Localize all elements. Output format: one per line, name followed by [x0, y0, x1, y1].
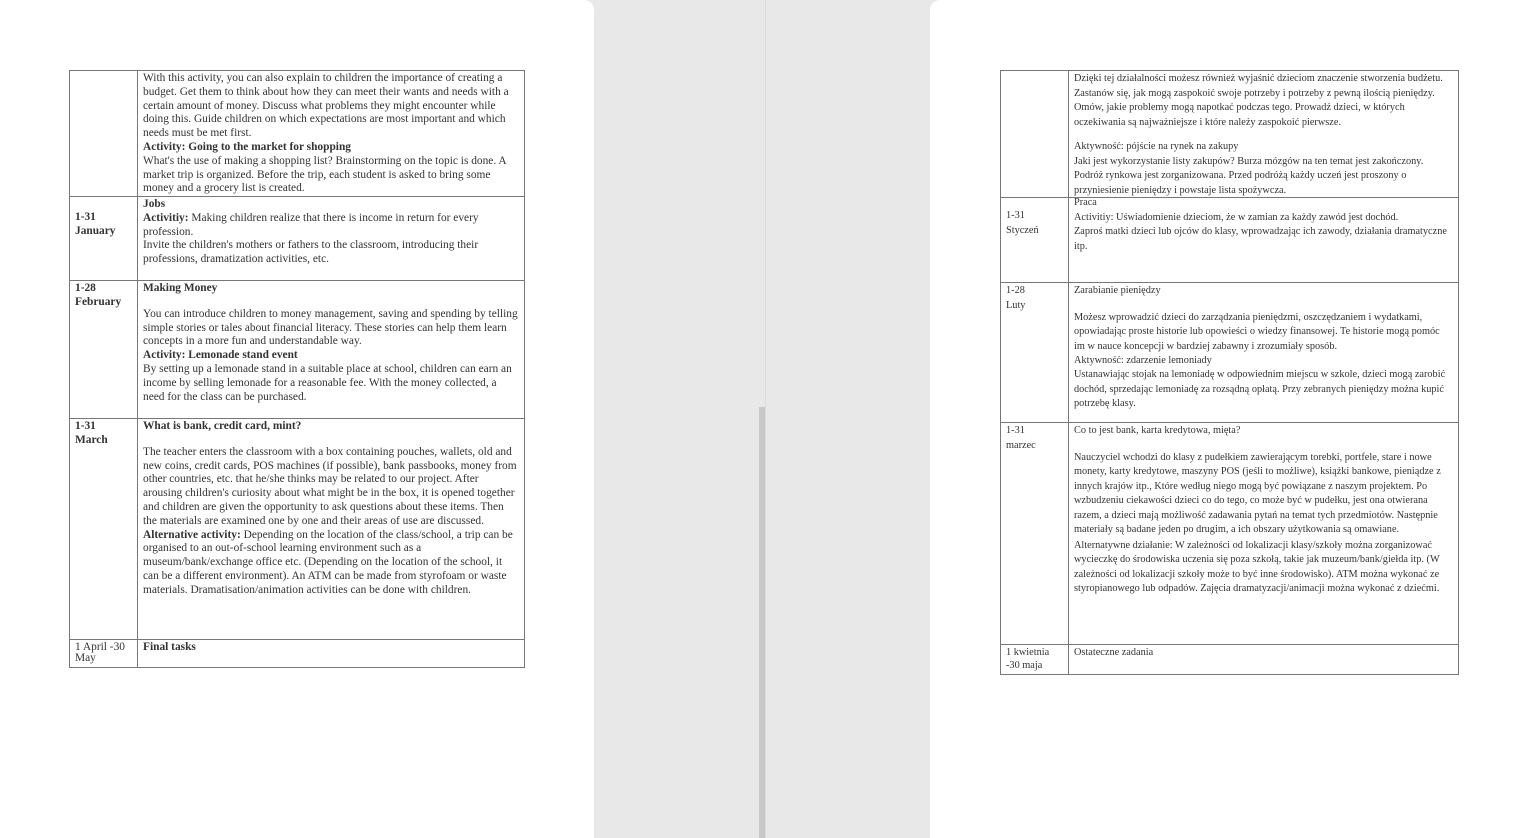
- body-text: Zaproś matki dzieci lub ojców do klasy, wprowadzając ich zawody, działania dramatyczne itp.: [1074, 226, 1447, 252]
- body-text: Możesz wprowadzić dzieci do zarządzania pieniędzmi, oszczędzaniem i wydatkami, opowiadając proste historie lub opowieści o wiedzy finansowej. Te historie mogą pomóc im w nauce koncepcji w bardziej zabawny i zrozumiały sposób.: [1074, 311, 1440, 352]
- table-row: [70, 419, 525, 640]
- activity-text: What's the use of making a shopping list? Brainstorming on the topic is done. A market trip is organized. Before the trip, each student is asked to bring some money and a grocery list is created.: [143, 154, 507, 195]
- date-cell: [70, 419, 138, 640]
- translated-schedule-table: [1000, 70, 1459, 675]
- table-row: [70, 197, 525, 281]
- table-row: [70, 281, 525, 419]
- date-cell: [1001, 423, 1069, 645]
- month-label: January: [75, 224, 116, 237]
- date-range: 1-28: [75, 282, 96, 294]
- table-row: [1001, 423, 1459, 645]
- intro-text: With this activity, you can also explain to children the importance of creating a budget. Get them to think about how they can meet their wants and needs with a certain amount of money. Discuss what problems they might encounter while doing this. Guide children on which expectations are most important and which needs must be met first.: [143, 72, 509, 140]
- date-cell: [70, 640, 138, 668]
- activity-title: Activity: Lemonade stand event: [143, 349, 298, 362]
- activity-title: Aktywność: zdarzenie lemoniady: [1074, 354, 1212, 366]
- activity-line: [143, 212, 519, 240]
- date-cell: [1001, 283, 1069, 423]
- content-cell: [138, 71, 525, 197]
- row-title: Praca: [1074, 198, 1097, 208]
- alternative-activity: [143, 529, 519, 598]
- content-cell: [1069, 283, 1459, 423]
- month-label: marzec: [1006, 439, 1036, 451]
- content-cell: [1069, 71, 1459, 198]
- content-cell: [1069, 423, 1459, 645]
- row-title: Zarabianie pieniędzy: [1074, 285, 1161, 296]
- content-cell: [1069, 645, 1459, 675]
- content-cell: [1069, 198, 1459, 283]
- activity-text: Making children realize that there is income in return for every profession.: [143, 211, 479, 238]
- date-cell: [1001, 198, 1069, 283]
- activity-label: Activitiy:: [143, 211, 189, 224]
- body-text: You can introduce children to money management, saving and spending by telling simple stories or tales about financial literacy. These stories can help them learn concepts in a more fun and understandable way.: [143, 307, 518, 348]
- date-range: 1-31: [75, 211, 96, 223]
- row-title: Ostateczne zadania: [1074, 647, 1154, 658]
- date-cell: [70, 281, 138, 419]
- gutter-divider: [765, 0, 766, 838]
- month-label: -30 maja: [1006, 659, 1043, 671]
- original-schedule-table: [69, 70, 525, 668]
- table-row: [1001, 645, 1459, 675]
- date-range: 1-31: [1006, 210, 1025, 221]
- row-title: Making Money: [143, 282, 218, 294]
- intro-text: Dzięki tej działalności możesz również wyjaśnić dzieciom znaczenie stworzenia budżetu. Zastanów się, jak mogą zaspokoić swoje potrzeby i potrzeby z pewną ilością pieniędzy. Omów, jakie problemy mogą napotkać podczas tego. Prowadź dzieci, w których oczekiwania są najważniejsze i które należy zaspokoić pierwsze.: [1074, 73, 1443, 128]
- content-cell: [138, 640, 525, 668]
- scrollbar-thumb[interactable]: [759, 407, 765, 838]
- activity-text: By setting up a lemonade stand in a suitable place at school, children can earn an income by selling lemonade for a reasonable fee. With the money collected, a need for the class can be purchased.: [143, 362, 512, 403]
- body-text: Nauczyciel wchodzi do klasy z pudełkiem zawierającym torebki, portfele, stare i nowe monety, karty kredytowe, maszyny POS (jeśli to możliwe), książki bankowe, pieniądze z innych krajów itp., Które według niego mogą być powiązane z naszym projektem. Po wzbudzeniu ciekawości dzieci co do tego, co może być w pudełku, jest ona otwierana razem, a dzieci mają możliwość zadawania pytań na temat tych przedmiotów. Następnie materiały są badane jeden po drugim, a ich obszary użytkowania są omawiane.: [1074, 451, 1441, 535]
- date-cell: [70, 71, 138, 197]
- date-range: 1 April -30: [75, 641, 125, 653]
- alternative-text: Alternatywne działanie: W zależności od lokalizacji klasy/szkoły można zorganizować wycieczkę do środowiska uczenia się poza szkołą, takie jak muzeum/bank/giełda itp. (W zależności od lokalizacji szkoły może to być inne środowisko). ATM można wykonać ze styropianowego lub odpadów. Zajęcia dramatyzacji/animacji można wykonać z dziećmi.: [1074, 539, 1440, 594]
- month-label: February: [75, 295, 122, 308]
- activity-title: Aktywność: pójście na rynek na zakupy: [1074, 141, 1239, 152]
- date-cell: [1001, 645, 1069, 675]
- table-row: [1001, 198, 1459, 283]
- table-row: [70, 640, 525, 668]
- date-range: 1 kwietnia: [1006, 647, 1050, 658]
- month-label: May: [75, 651, 96, 664]
- month-label: Styczeń: [1006, 224, 1039, 236]
- row-title: Co to jest bank, karta kredytowa, mięta?: [1074, 425, 1241, 436]
- activity-text: Jaki jest wykorzystanie listy zakupów? Burza mózgów na ten temat jest zakończony. Podróż rynkowa jest zorganizowana. Przed podróżą każdy uczeń jest proszony o przyniesienie pieniędzy i powstaje lista spożywcza.: [1074, 155, 1424, 196]
- date-range: 1-31: [75, 420, 96, 432]
- table-row: [1001, 283, 1459, 423]
- month-label: March: [75, 433, 108, 446]
- body-text: The teacher enters the classroom with a box containing pouches, wallets, old and new coins, credit cards, POS machines (if possible), bank passbooks, money from other countries, etc. that he/she thinks may be related to our project. After arousing children's curiosity about what might be in the box, it is opened together and children are given the opportunity to ask questions about these items. Then the materials are examined one by one and their areas of use are discussed.: [143, 445, 517, 527]
- row-title: Jobs: [143, 198, 166, 210]
- table-row: [70, 71, 525, 197]
- row-title: Final tasks: [143, 641, 196, 653]
- date-cell: [1001, 71, 1069, 198]
- activity-text: Ustanawiając stojak na lemoniadę w odpowiednim miejscu w szkole, dzieci mogą zarobić dochód, sprzedając lemoniadę za rozsądną opłatą. Przy zebranych pieniędzy można kupić potrzebę klasy.: [1074, 369, 1446, 409]
- date-range: 1-31: [1006, 425, 1025, 436]
- alternative-label: Alternative activity:: [143, 528, 241, 541]
- content-cell: [138, 281, 525, 419]
- date-cell: [70, 197, 138, 281]
- month-label: Luty: [1006, 299, 1026, 311]
- content-cell: [138, 419, 525, 640]
- alternative-text: Depending on the location of the class/school, a trip can be organised to an out-of-school learning environment such as a museum/bank/exchange office etc. (Depending on the location of the school, it can be a different environment). An ATM can be made from styrofoam or waste materials. Dramatisation/animation activities can be done with children.: [143, 528, 513, 596]
- table-row: [1001, 71, 1459, 198]
- content-cell: [138, 197, 525, 281]
- activity-text: Activitiy: Uświadomienie dzieciom, że w zamian za każdy zawód jest dochód.: [1074, 211, 1399, 223]
- row-title: What is bank, credit card, mint?: [143, 420, 302, 432]
- body-text: Invite the children's mothers or fathers to the classroom, introducing their professions, dramatization activities, etc.: [143, 239, 479, 266]
- date-range: 1-28: [1006, 285, 1025, 296]
- activity-title: Activity: Going to the market for shopping: [143, 140, 351, 153]
